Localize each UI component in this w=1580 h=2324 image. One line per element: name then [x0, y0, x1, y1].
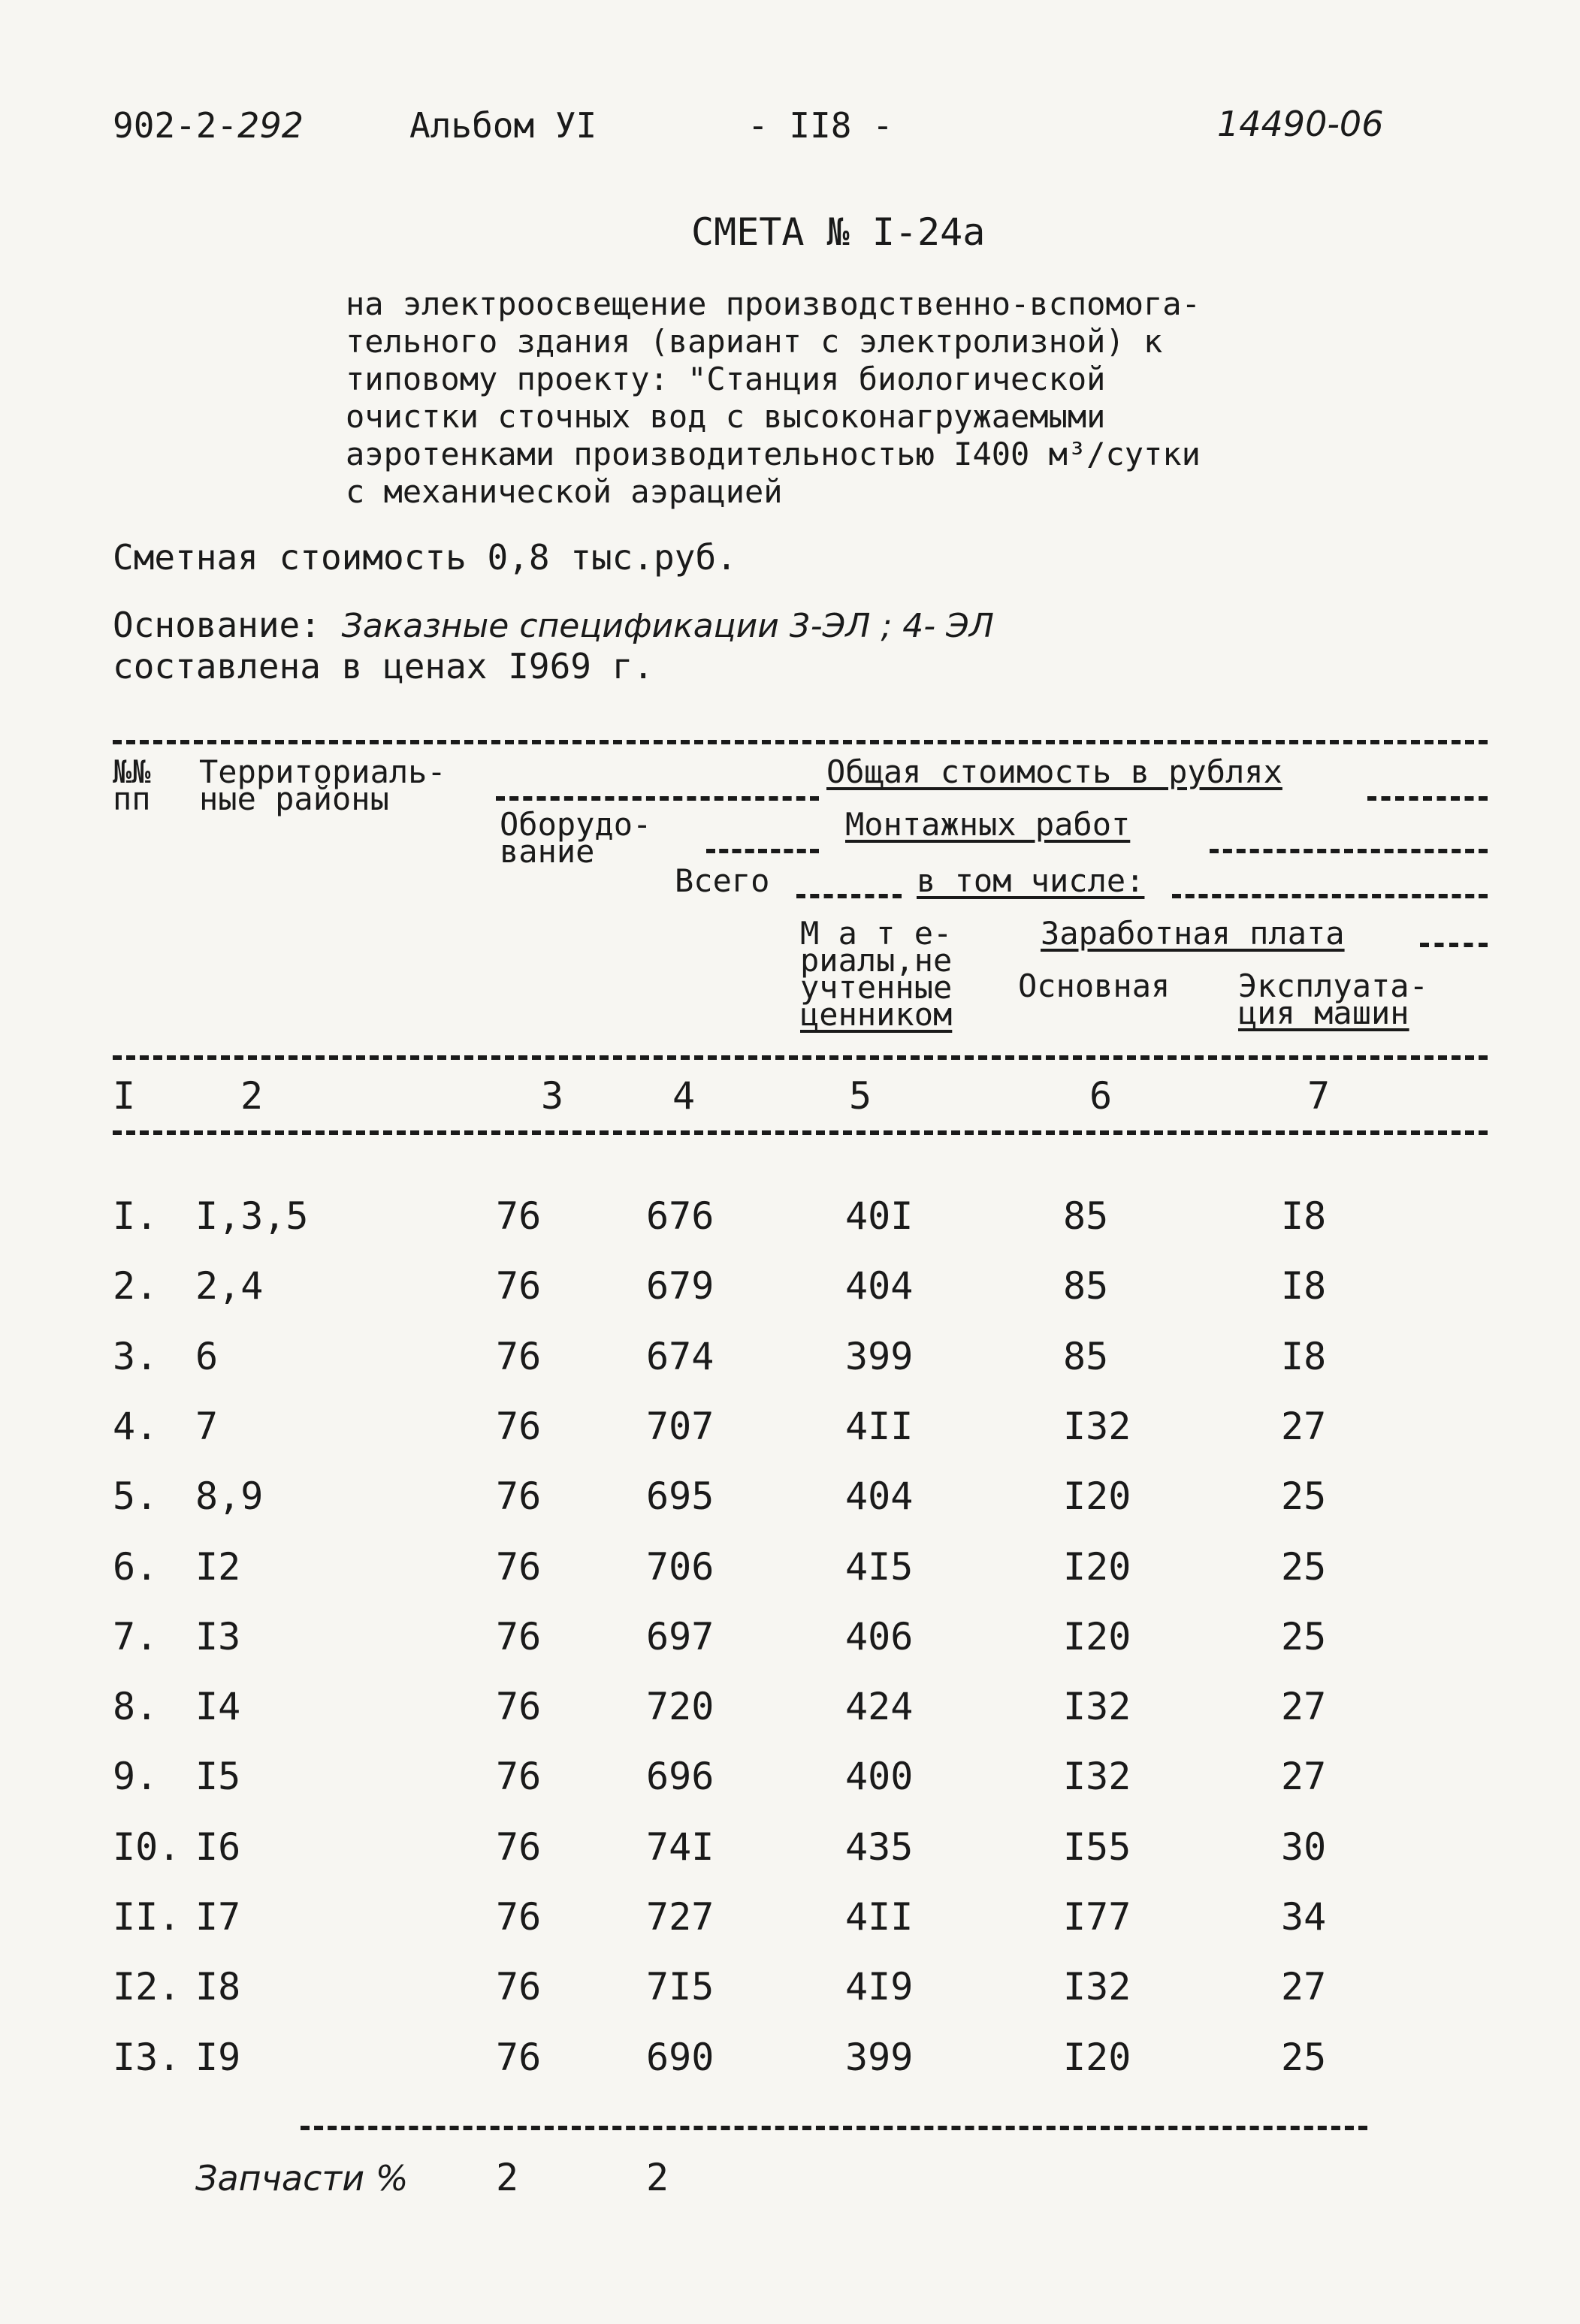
table-cell: 406 — [845, 1615, 914, 1658]
table-cell: 707 — [646, 1405, 714, 1448]
header-bottom-rule — [113, 1055, 1488, 1060]
table-cell: I5 — [195, 1755, 241, 1798]
table-cell: 85 — [1063, 1194, 1109, 1238]
column-number: 3 — [541, 1074, 564, 1118]
table-cell: 690 — [646, 2036, 714, 2079]
table-cell: I6 — [195, 1825, 241, 1869]
header-equipment: Оборудо- вание — [500, 806, 652, 870]
table-cell: 7I5 — [646, 1965, 714, 2009]
header-rule — [496, 796, 819, 801]
table-cell: 76 — [496, 1615, 542, 1658]
table-cell: 8,9 — [195, 1474, 264, 1518]
table-cell: 40I — [845, 1194, 914, 1238]
estimate-description: на электроосвещение производственно-вспомога- тельного здания (вариант с электролизной) к типовому проекту: "Станция биологической очистки сточных вод с высоконагружаемыми аэротенками производительностью I400 м³/сутки с механической аэрацией — [346, 285, 1201, 510]
table-cell: 676 — [646, 1194, 714, 1238]
table-cell: 76 — [496, 1755, 542, 1798]
header-total-cost: Общая стоимость в рублях — [826, 753, 1282, 790]
spare-parts-label: Запчасти % — [195, 2158, 409, 2199]
estimate-title: СМЕТА № I-24а — [691, 210, 986, 254]
column-number: 6 — [1089, 1074, 1113, 1118]
table-cell: I2. — [113, 1965, 181, 2009]
table-cell: 5. — [113, 1474, 159, 1518]
table-cell: I2 — [195, 1545, 241, 1589]
table-cell: 7 — [195, 1405, 219, 1448]
header-rule — [1367, 796, 1488, 801]
table-cell: 27 — [1281, 1405, 1327, 1448]
table-cell: 4II — [845, 1405, 914, 1448]
header-rule — [1172, 894, 1488, 898]
table-cell: 25 — [1281, 2036, 1327, 2079]
table-cell: 30 — [1281, 1825, 1327, 1869]
table-cell: I77 — [1063, 1895, 1131, 1939]
table-cell: I9 — [195, 2036, 241, 2079]
column-numbers-rule — [113, 1130, 1488, 1135]
table-cell: 4. — [113, 1405, 159, 1448]
table-cell: 424 — [845, 1685, 914, 1728]
table-cell: 6 — [195, 1335, 219, 1378]
table-cell: I20 — [1063, 2036, 1131, 2079]
header-installation: Монтажных работ — [845, 806, 1131, 843]
table-cell: I55 — [1063, 1825, 1131, 1869]
table-cell: 695 — [646, 1474, 714, 1518]
document-code: 902-2-292 — [113, 105, 304, 146]
table-cell: I8 — [1281, 1335, 1327, 1378]
basis-handwritten: Заказные спецификации 3-ЭЛ ; 4- ЭЛ — [341, 607, 994, 645]
table-cell: 674 — [646, 1335, 714, 1378]
table-cell: 76 — [496, 1405, 542, 1448]
table-cell: 76 — [496, 1264, 542, 1308]
header-rule — [706, 849, 819, 853]
table-cell: 76 — [496, 1545, 542, 1589]
table-cell: I20 — [1063, 1615, 1131, 1658]
table-cell: 76 — [496, 2036, 542, 2079]
table-cell: I32 — [1063, 1685, 1131, 1728]
table-cell: I7 — [195, 1895, 241, 1939]
table-cell: 2. — [113, 1264, 159, 1308]
table-cell: 25 — [1281, 1474, 1327, 1518]
estimated-cost: Сметная стоимость 0,8 тыс.руб. — [113, 537, 737, 578]
table-cell: I. — [113, 1194, 159, 1238]
page-number: - II8 - — [748, 105, 893, 146]
table-cell: 400 — [845, 1755, 914, 1798]
table-cell: 720 — [646, 1685, 714, 1728]
table-cell: 727 — [646, 1895, 714, 1939]
table-cell: 399 — [845, 1335, 914, 1378]
table-cell: 76 — [496, 1825, 542, 1869]
table-cell: 399 — [845, 2036, 914, 2079]
header-materials: М а т е- риалы,не учтенные ценником — [800, 915, 953, 1033]
table-cell: 76 — [496, 1965, 542, 2009]
table-bottom-rule — [301, 2126, 1367, 2130]
table-cell: 27 — [1281, 1965, 1327, 2009]
table-cell: I20 — [1063, 1545, 1131, 1589]
table-cell: I32 — [1063, 1965, 1131, 2009]
table-cell: I0. — [113, 1825, 181, 1869]
table-cell: II. — [113, 1895, 181, 1939]
table-cell: 4I9 — [845, 1965, 914, 2009]
basis-line: Основание: Заказные спецификации 3-ЭЛ ; 4- ЭЛ — [113, 605, 994, 645]
column-number: 5 — [849, 1074, 872, 1118]
table-cell: I3 — [195, 1615, 241, 1658]
table-cell: 3. — [113, 1335, 159, 1378]
spare-parts-row — [195, 2156, 408, 2199]
table-cell: 76 — [496, 1194, 542, 1238]
table-cell: 697 — [646, 1615, 714, 1658]
table-cell: I3. — [113, 2036, 181, 2079]
table-cell: 27 — [1281, 1755, 1327, 1798]
table-cell: 8. — [113, 1685, 159, 1728]
header-territorial-districts: Территориаль- ные районы — [199, 753, 446, 817]
table-cell: 679 — [646, 1264, 714, 1308]
table-cell: 76 — [496, 1335, 542, 1378]
table-cell: 74I — [646, 1825, 714, 1869]
album-label: Альбом УI — [409, 105, 597, 146]
spare-parts-equipment: 2 — [496, 2156, 519, 2199]
header-rule — [1210, 849, 1488, 853]
table-cell: I32 — [1063, 1405, 1131, 1448]
table-cell: 7. — [113, 1615, 159, 1658]
spare-parts-total: 2 — [646, 2156, 669, 2199]
table-cell: I8 — [1281, 1264, 1327, 1308]
inventory-number: 14490-06 — [1217, 104, 1384, 144]
table-cell: 25 — [1281, 1545, 1327, 1589]
table-cell: I20 — [1063, 1474, 1131, 1518]
table-cell: 27 — [1281, 1685, 1327, 1728]
table-cell: I4 — [195, 1685, 241, 1728]
table-cell: I8 — [195, 1965, 241, 2009]
header-rule — [1420, 943, 1488, 947]
header-including: в том числе: — [917, 862, 1145, 899]
table-cell: 85 — [1063, 1335, 1109, 1378]
table-cell: 25 — [1281, 1615, 1327, 1658]
header-machine-operation: Эксплуата- ция машин — [1238, 967, 1428, 1031]
table-cell: I,3,5 — [195, 1194, 309, 1238]
table-cell: 4II — [845, 1895, 914, 1939]
header-basic-wage: Основная — [1018, 967, 1171, 1004]
table-cell: 435 — [845, 1825, 914, 1869]
table-cell: 2,4 — [195, 1264, 264, 1308]
column-number: 2 — [240, 1074, 264, 1118]
column-number: 4 — [672, 1074, 696, 1118]
table-cell: 9. — [113, 1755, 159, 1798]
column-number: I — [113, 1074, 136, 1118]
header-row-number: №№ пп — [113, 753, 151, 817]
header-rule — [796, 894, 902, 898]
table-cell: 6. — [113, 1545, 159, 1589]
table-cell: I32 — [1063, 1755, 1131, 1798]
table-cell: 76 — [496, 1685, 542, 1728]
table-cell: 696 — [646, 1755, 714, 1798]
table-cell: 76 — [496, 1895, 542, 1939]
price-year: составлена в ценах I969 г. — [113, 646, 654, 687]
table-cell: 404 — [845, 1474, 914, 1518]
table-cell: 85 — [1063, 1264, 1109, 1308]
table-cell: 76 — [496, 1474, 542, 1518]
table-top-rule — [113, 740, 1488, 744]
table-cell: 404 — [845, 1264, 914, 1308]
table-cell: I8 — [1281, 1194, 1327, 1238]
table-cell: 4I5 — [845, 1545, 914, 1589]
table-cell: 34 — [1281, 1895, 1327, 1939]
table-cell: 706 — [646, 1545, 714, 1589]
header-all: Всего — [675, 862, 770, 899]
header-wages: Заработная плата — [1041, 915, 1345, 952]
column-number: 7 — [1307, 1074, 1331, 1118]
